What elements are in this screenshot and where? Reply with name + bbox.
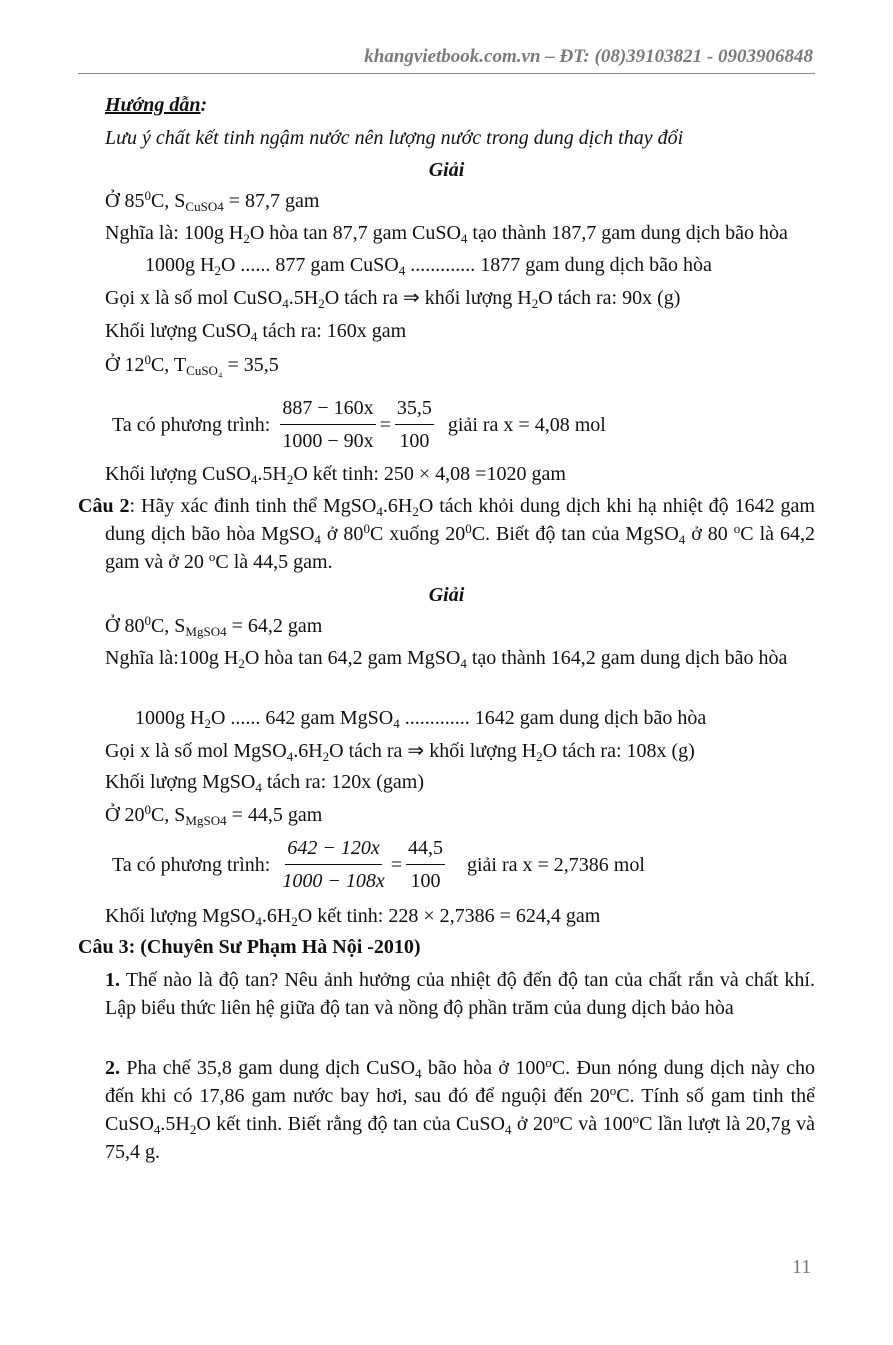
numerator: 642 − 120x [285,832,381,865]
subscript: 4 [460,231,468,246]
header-divider [78,73,815,74]
bold-label: Câu 2 [78,495,130,517]
text-run: O tách ra: 90x (g) [538,287,681,309]
text-run: C. Biết độ tan của MgSO [471,523,679,545]
text-run: .5H [257,463,287,485]
subscript: 2 [322,749,330,764]
superscript: o [733,521,741,536]
text-paragraph [105,644,815,672]
text-run: C là 64,2 gam và ở 20 [105,523,815,573]
subscript: 4 [255,780,262,795]
text-line [145,251,813,279]
subscript: 4 [376,504,383,519]
subscript: 2 [531,296,539,311]
text-run: Khối lượng MgSO [105,771,256,793]
text-run: O tách ra: 108x (g) [542,740,695,762]
numerator: 44,5 [406,832,445,865]
text-run: O kết tinh: 228 × 2,7386 = 624,4 gam [297,905,601,927]
superscript: 0 [363,521,370,536]
text-run: C. Đun nóng dung dịch này cho đến khi có 17,86 gam nước bay hơi, sau đó để nguội đến 20 [105,1057,815,1107]
text-run: .6H [293,740,323,762]
subscript: 2 [214,263,221,278]
subscript: 2 [291,914,298,929]
text-run: ở 80 [320,523,364,545]
text-run: = 87,7 gam [223,190,320,212]
text-run: Giải [428,159,465,181]
superscript: 0 [144,188,151,203]
superscript: 0 [144,352,151,367]
text-line [105,219,813,247]
subscript: 2 [318,296,325,311]
subscript: 2 [536,749,543,764]
text-run: tách ra: 120x (gam) [261,771,424,793]
superscript: 0 [465,521,472,536]
text-line [105,460,813,488]
text-run: O tách ra ⇒ khối lượng H [329,740,537,762]
question-3-part-1 [105,966,815,1022]
text-run: O kết tinh. Biết rằng độ tan của CuSO [196,1113,505,1135]
text-line [105,284,813,312]
page-header: khangvietbook.com.vn – ĐT: (08)39103821 - 0903906848 [364,46,813,67]
text-run: O hòa tan 64,2 gam MgSO [244,647,461,669]
text-line [105,902,813,930]
text-run: .6H [261,905,292,927]
equation-prefix: Ta có phương trình: [112,413,271,436]
subscript: MgSO4 [185,813,227,828]
text-run: O ...... 642 gam MgSO [210,707,394,729]
text-run: Khối lượng CuSO [105,320,251,342]
denominator: 100 [410,870,441,892]
fraction [280,392,375,457]
equation-result: giải ra x = 4,08 mol [447,413,606,436]
page-number: 11 [792,1256,812,1278]
subscript: 4 [250,472,258,487]
text-run: C là 44,5 gam. [215,551,333,573]
equation-result: giải ra x = 2,7386 mol [466,853,645,876]
fraction [280,832,386,897]
equals: = [390,853,402,876]
text-run: .5H [288,287,319,309]
text-run: .5H [160,1113,190,1135]
subscript: MgSO4 [185,624,227,639]
text-run: O kết tinh: 250 × 4,08 =1020 gam [293,463,566,485]
text-run: 1000g H [135,707,205,729]
equation-1 [112,392,606,457]
subscript: 4 [504,1122,512,1137]
subscript: 4 [153,1122,161,1137]
denominator: 1000 − 90x [282,430,374,452]
question-2 [78,492,815,576]
denominator: 100 [399,430,430,452]
fraction [406,832,445,897]
superscript: 0 [144,613,151,628]
text-run: C lần lượt là 20,7g và 75,4 g. [105,1113,816,1163]
text-run: 1000g H [145,254,215,276]
text-run: Giải [428,584,465,606]
bold-label: Câu 3: (Chuyên Sư Phạm Hà Nội -2010) [78,936,421,958]
text-run: tách ra: 160x gam [257,320,407,342]
subscript: 2 [204,716,211,731]
text-run: C, T [150,354,187,376]
subscript: 2 [286,472,294,487]
text-run: Gọi x là số mol MgSO [105,740,287,762]
subscript: CuSO4 [185,199,224,214]
text-line [105,737,813,765]
text-run: C, S [150,190,186,212]
text-run: Khối lượng CuSO [105,463,251,485]
section-heading: Hướng dẫn: [105,94,208,116]
subscript: 4 [393,716,400,731]
solution-heading [80,156,813,184]
subscript: 4 [415,1066,422,1081]
text-line [105,351,813,379]
superscript: 0 [144,802,151,817]
text-run: = 64,2 gam [226,615,323,637]
text-run: Khối lượng MgSO [105,905,256,927]
subscript: 4 [255,914,262,929]
text-run: = 35,5 [222,354,279,376]
text-run: ở 20 [511,1113,553,1135]
text-run: bão hòa ở 100 [421,1057,546,1079]
text-run: Ở 80 [105,615,145,637]
text-run: ở 80 [685,523,734,545]
text-run: O ...... 877 gam CuSO [220,254,399,276]
text-run: C và 100 [559,1113,633,1135]
text-line [135,704,813,732]
text-run: C, S [150,615,186,637]
text-line [105,612,813,640]
subscript: 4 [286,749,294,764]
text-run: ............. 1642 gam dung dịch bão hòa [399,707,707,729]
numerator: 887 − 160x [280,392,375,425]
text-run: tạo thành 187,7 gam dung dịch bão hòa [467,222,788,244]
superscript: o [609,1083,617,1098]
bold-label: 1. [105,969,120,991]
subscript: CuSO₄ [186,363,223,378]
text-run: O hòa tan 87,7 gam CuSO [249,222,461,244]
text-run: Ở 20 [105,804,145,826]
text-run: Nghĩa là:100g H [105,647,239,669]
equation-prefix: Ta có phương trình: [112,853,271,876]
text-run: ............. 1877 gam dung dịch bão hòa [405,254,712,276]
text-run: O tách ra ⇒ khối lượng H [324,287,532,309]
text-run: .6H [382,495,413,517]
subscript: 2 [189,1122,197,1137]
denominator: 1000 − 108x [282,870,385,892]
text-run: tạo thành 164,2 gam dung dịch bão hòa [466,647,788,669]
text-run: C. Tính số gam tinh thể CuSO [105,1085,815,1135]
note-line [105,124,813,152]
subscript: 2 [412,504,419,519]
question-3-heading [78,933,813,961]
text-run: Thế nào là độ tan? Nêu ảnh hưởng của nhiệt độ đến độ tan của chất rắn và chất khí. Lập biểu thức liên hệ giữa độ tan và nồng độ phần trăm của dung dịch bảo hòa [105,969,815,1019]
bold-label: 2. [105,1057,120,1079]
question-3-part-2 [105,1054,815,1166]
superscript: o [545,1055,552,1070]
subscript: 2 [243,231,250,246]
text-line [105,187,813,215]
subscript: 4 [678,532,686,547]
superscript: o [632,1111,640,1126]
text-run: : Hãy xác đinh tinh thể MgSO [129,495,377,517]
subscript: 4 [250,329,258,344]
text-line [105,317,813,345]
superscript: o [552,1111,560,1126]
text-run: Ở 12 [105,354,145,376]
text-run: Pha chế 35,8 gam dung dịch CuSO [120,1057,416,1079]
numerator: 35,5 [395,392,434,425]
equation-2 [112,832,645,897]
superscript: o [208,549,216,564]
subscript: 4 [282,296,289,311]
subscript: 2 [238,656,245,671]
equals: = [379,413,391,436]
text-run: C xuống 20 [369,523,466,545]
subscript: 4 [460,656,467,671]
text-run: = 44,5 gam [226,804,323,826]
text-line [105,801,813,829]
subscript: 4 [314,532,321,547]
text-run: Ở 85 [105,190,145,212]
subscript: 4 [398,263,406,278]
fraction [395,392,434,457]
text-line [105,768,813,796]
text-run: C, S [150,804,186,826]
text-run: Gọi x là số mol CuSO [105,287,283,309]
solution-heading [80,581,813,609]
text-run: Nghĩa là: 100g H [105,222,244,244]
text-run: Lưu ý chất kết tinh ngậm nước nên lượng nước trong dung dịch thay đổi [105,127,684,149]
text-run: O tách khỏi dung dịch khi hạ nhiệt độ 1642 gam dung dịch bão hòa MgSO [105,495,815,545]
